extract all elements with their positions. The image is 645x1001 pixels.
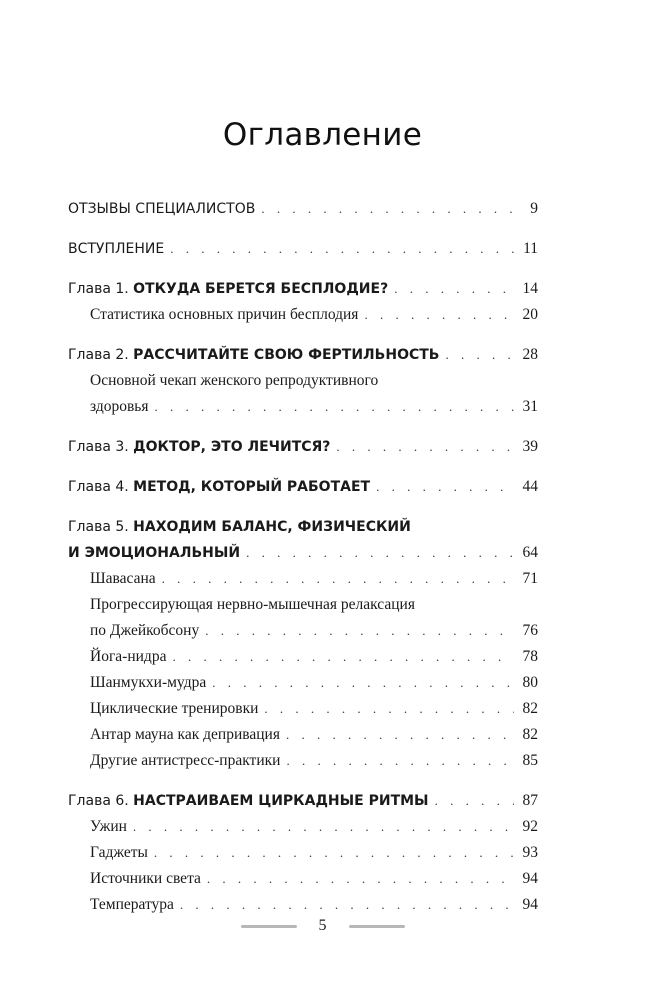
toc-entry-label-line1: Основной чекап женского репродуктивного — [90, 372, 379, 389]
dot-leader — [162, 566, 514, 592]
toc-entry-label — [68, 788, 429, 814]
chapter-title: МЕТОД, КОТОРЫЙ РАБОТАЕТ — [133, 479, 371, 495]
toc-entry-label — [68, 276, 388, 302]
toc-entry-label: Йога-нидра — [90, 648, 167, 665]
dot-leader — [212, 670, 514, 696]
toc-subentry[interactable] — [68, 866, 538, 892]
toc-subentry[interactable] — [68, 840, 538, 866]
toc-chapter-5[interactable] — [68, 514, 538, 566]
toc-page-number: 78 — [522, 648, 538, 665]
dot-leader — [336, 434, 514, 460]
toc-subentry[interactable] — [68, 368, 538, 420]
toc-subentry[interactable] — [68, 644, 538, 670]
toc-page-number: 87 — [522, 792, 538, 809]
chapter-prefix: Глава 4. — [68, 479, 134, 495]
toc-page-number: 20 — [522, 306, 538, 323]
toc-page-number: 92 — [522, 818, 538, 835]
toc-chapter-6[interactable] — [68, 788, 538, 814]
toc-entry-label: здоровья — [90, 398, 149, 415]
toc-entry-reviews[interactable] — [68, 196, 538, 222]
dot-leader — [264, 696, 514, 722]
chapter-prefix: Глава 1. — [68, 281, 134, 297]
chapter-prefix: Глава 5. — [68, 519, 134, 535]
toc-subentry[interactable] — [68, 892, 538, 918]
toc-entry-label: Источники света — [90, 870, 201, 887]
toc-entry-label: Шавасана — [90, 570, 156, 587]
dot-leader — [376, 474, 514, 500]
chapter-title: ОТКУДА БЕРЕТСЯ БЕСПЛОДИЕ? — [133, 281, 389, 297]
page-number: 5 — [318, 917, 327, 934]
toc-subentry[interactable] — [68, 748, 538, 774]
toc-subentry[interactable] — [68, 722, 538, 748]
chapter-title: НАХОДИМ БАЛАНС, ФИЗИЧЕСКИЙ — [133, 519, 411, 535]
table-of-contents — [68, 196, 538, 918]
toc-entry-label — [68, 342, 439, 368]
chapter-prefix: Глава 3. — [68, 439, 134, 455]
chapter-title: ДОКТОР, ЭТО ЛЕЧИТСЯ? — [133, 439, 331, 455]
dot-leader — [154, 840, 514, 866]
toc-entry-label — [68, 434, 330, 460]
toc-page-number: 44 — [522, 478, 538, 495]
footer-rule-left — [241, 925, 297, 928]
toc-page-number: 11 — [523, 240, 538, 257]
dot-leader — [445, 342, 514, 368]
toc-subentry[interactable] — [68, 696, 538, 722]
toc-subentry[interactable] — [68, 670, 538, 696]
toc-entry-label: Шанмукхи-мудра — [90, 674, 207, 691]
toc-page-number: 82 — [522, 700, 538, 717]
toc-subentry[interactable] — [68, 302, 538, 328]
chapter-prefix: Глава 6. — [68, 793, 134, 809]
page-footer — [0, 917, 645, 935]
toc-subentry[interactable] — [68, 566, 538, 592]
toc-entry-label: Антар мауна как депривация — [90, 726, 280, 743]
toc-entry-label-line1 — [68, 514, 538, 540]
toc-page-number: 76 — [522, 622, 538, 639]
toc-subentry[interactable] — [68, 814, 538, 840]
dot-leader — [180, 892, 514, 918]
toc-page-number: 93 — [522, 844, 538, 861]
dot-leader — [435, 788, 514, 814]
dot-leader — [205, 618, 514, 644]
toc-entry-label: Температура — [90, 896, 174, 913]
toc-page-number: 80 — [522, 674, 538, 691]
toc-entry-label: ОТЗЫВЫ СПЕЦИАЛИСТОВ — [68, 201, 256, 217]
toc-page-number: 82 — [522, 726, 538, 743]
chapter-title: НАСТРАИВАЕМ ЦИРКАДНЫЕ РИТМЫ — [133, 793, 429, 809]
toc-entry-label — [68, 474, 370, 500]
toc-entry-label: Другие антистресс-практики — [90, 752, 281, 769]
toc-page-number: 94 — [522, 870, 538, 887]
dot-leader — [364, 302, 514, 328]
toc-page-number: 9 — [530, 200, 538, 217]
toc-page-number: 39 — [522, 438, 538, 455]
toc-page-number: 71 — [522, 570, 538, 587]
dot-leader — [394, 276, 514, 302]
chapter-prefix: Глава 2. — [68, 347, 134, 363]
toc-chapter-2[interactable] — [68, 342, 538, 368]
toc-page-number: 14 — [522, 280, 538, 297]
toc-chapter-1[interactable] — [68, 276, 538, 302]
toc-chapter-4[interactable] — [68, 474, 538, 500]
footer-rule-right — [349, 925, 405, 928]
chapter-title: РАССЧИТАЙТЕ СВОЮ ФЕРТИЛЬНОСТЬ — [133, 347, 440, 363]
toc-entry-label: ВСТУПЛЕНИЕ — [68, 241, 165, 257]
toc-entry-label-line1: Прогрессирующая нервно-мышечная релаксация — [90, 596, 415, 613]
toc-page-number: 94 — [522, 896, 538, 913]
toc-entry-label: Гаджеты — [90, 844, 148, 861]
toc-page-number: 28 — [522, 346, 538, 363]
toc-entry-intro[interactable] — [68, 236, 538, 262]
dot-leader — [286, 748, 514, 774]
toc-subentry[interactable] — [68, 592, 538, 644]
toc-page-number: 31 — [522, 398, 538, 415]
toc-entry-label: Ужин — [90, 818, 127, 835]
dot-leader — [207, 866, 514, 892]
toc-chapter-3[interactable] — [68, 434, 538, 460]
dot-leader — [246, 540, 514, 566]
toc-entry-label: Циклические тренировки — [90, 700, 259, 717]
chapter-title-line2: И ЭМОЦИОНАЛЬНЫЙ — [68, 545, 241, 561]
dot-leader — [170, 236, 514, 262]
dot-leader — [286, 722, 514, 748]
dot-leader — [133, 814, 514, 840]
dot-leader — [172, 644, 514, 670]
dot-leader — [261, 196, 514, 222]
toc-page-number: 64 — [522, 544, 538, 561]
dot-leader — [155, 394, 515, 420]
page-title: Оглавление — [222, 116, 423, 153]
toc-page-number: 85 — [522, 752, 538, 769]
toc-entry-label: по Джейкобсону — [90, 622, 200, 639]
toc-entry-label: Статистика основных причин бесплодия — [90, 306, 359, 323]
